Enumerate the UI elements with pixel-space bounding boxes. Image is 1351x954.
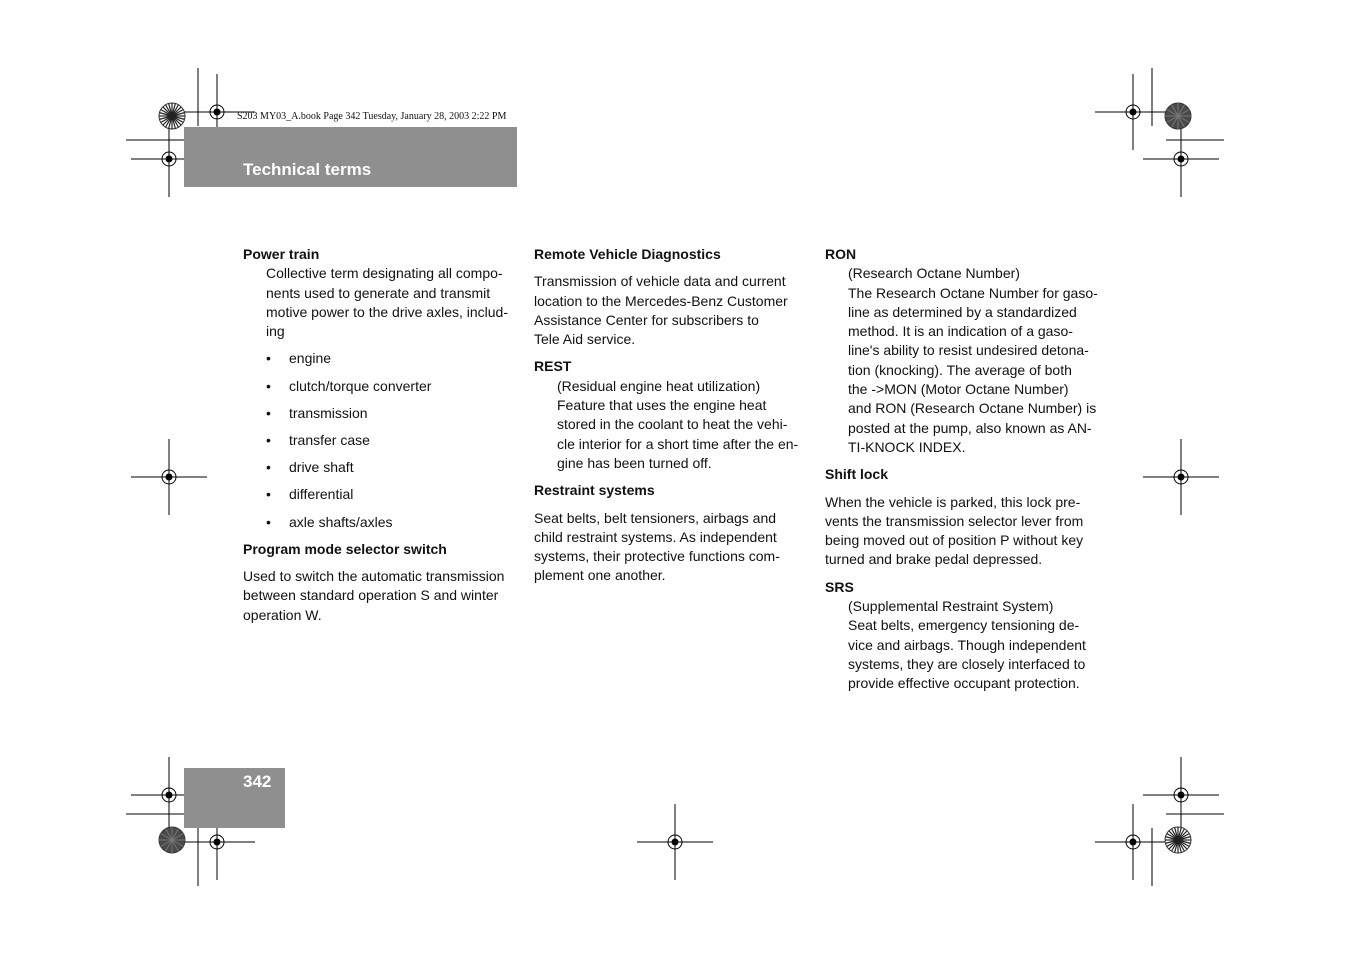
page-number: 342: [243, 772, 272, 791]
color-rosette-icon: [1165, 103, 1191, 129]
text-line: cle interior for a short time after the en-: [557, 435, 799, 452]
text-line: (Supplemental Restraint System): [848, 598, 1054, 615]
list-item: • transfer case: [266, 431, 518, 450]
text-line: operation W.: [243, 606, 322, 623]
text-line: between standard operation S and winter: [243, 587, 499, 604]
term-rest: REST: [534, 358, 572, 375]
text-line: Transmission of vehicle data and current: [534, 273, 786, 290]
text-line: nents used to generate and transmit: [266, 284, 491, 301]
color-rosette-icon: [159, 827, 185, 853]
text-line: line as determined by a standardized: [848, 303, 1077, 320]
term-program-mode-selector-switch: Program mode selector switch: [243, 540, 447, 557]
text-line: stored in the coolant to heat the vehi-: [557, 416, 788, 433]
column-1: [243, 245, 518, 625]
text-line: posted at the pump, also known as AN-: [848, 419, 1092, 436]
text-line: TI-KNOCK INDEX.: [848, 438, 966, 455]
registration-target-icon: [1143, 757, 1219, 833]
text-line: the ->MON (Motor Octane Number): [848, 381, 1069, 398]
text-line: Used to switch the automatic transmission: [243, 568, 505, 585]
text-line: being moved out of position P without key: [825, 532, 1084, 549]
text-line: gine has been turned off.: [557, 454, 712, 471]
definition-srs: [825, 597, 1100, 693]
text-line: location to the Mercedes-Benz Customer: [534, 292, 788, 309]
list-item: • clutch/torque converter: [266, 377, 518, 396]
term-restraint-systems: Restraint systems: [534, 482, 655, 499]
color-rosette-icon: [1165, 827, 1191, 853]
term-ron: RON: [825, 246, 857, 262]
power-train-components-list: [243, 349, 518, 531]
definition-shift-lock: [825, 493, 1100, 570]
column-3: [825, 245, 1100, 694]
text-line: line's ability to resist undesired detona-: [848, 342, 1089, 359]
registration-target-icon: [131, 439, 207, 515]
text-line: Tele Aid service.: [534, 331, 636, 348]
text-line: Collective term designating all compo-: [266, 265, 503, 282]
definition-program-mode: [243, 567, 518, 625]
term-power-train: Power train: [243, 246, 320, 262]
text-line: tion (knocking). The average of both: [848, 361, 1072, 378]
text-line: and RON (Research Octane Number) is: [848, 400, 1097, 417]
list-item: • axle shafts/axles: [266, 513, 518, 532]
registration-target-icon: [1143, 439, 1219, 515]
registration-target-icon: [637, 804, 713, 880]
list-item: • differential: [266, 485, 518, 504]
text-line: provide effective occupant protection.: [848, 675, 1080, 692]
list-item: • transmission: [266, 404, 518, 423]
text-line: systems, their protective functions com-: [534, 548, 780, 565]
list-item: • drive shaft: [266, 458, 518, 477]
color-rosette-icon: [159, 103, 185, 129]
text-line: systems, they are closely interfaced to: [848, 655, 1086, 672]
text-line: (Residual engine heat utilization): [557, 377, 761, 394]
term-srs: SRS: [825, 578, 854, 595]
definition-rest: [534, 377, 809, 473]
text-line: Seat belts, belt tensioners, airbags and: [534, 509, 777, 526]
text-line: child restraint systems. As independent: [534, 528, 777, 545]
definition-power-train: [243, 264, 518, 341]
text-line: The Research Octane Number for gaso-: [848, 284, 1098, 301]
print-job-line: S203 MY03_A.book Page 342 Tuesday, January 28, 2003 2:22 PM: [237, 111, 507, 122]
text-line: vents the transmission selector lever from: [825, 512, 1084, 529]
column-2: [534, 245, 809, 586]
text-line: vice and airbags. Though independent: [848, 636, 1086, 653]
list-item: • engine: [266, 349, 518, 368]
text-line: plement one another.: [534, 567, 666, 584]
registration-target-icon: [1095, 804, 1171, 880]
text-line: When the vehicle is parked, this lock pre-: [825, 493, 1081, 510]
term-remote-vehicle-diagnostics: Remote Vehicle Diagnostics: [534, 246, 721, 262]
term-shift-lock: Shift lock: [825, 466, 889, 483]
definition-remote-vehicle-diagnostics: [534, 272, 809, 349]
section-title: Technical terms: [243, 160, 372, 179]
text-line: method. It is an indication of a gaso-: [848, 323, 1073, 340]
registration-target-icon: [1095, 74, 1171, 150]
definition-ron: [825, 264, 1100, 457]
text-line: Feature that uses the engine heat: [557, 397, 767, 414]
text-line: motive power to the drive axles, includ-: [266, 303, 508, 320]
text-line: Seat belts, emergency tensioning de-: [848, 617, 1080, 634]
definition-restraint-systems: [534, 509, 809, 586]
registration-target-icon: [1143, 121, 1219, 197]
text-line: turned and brake pedal depressed.: [825, 551, 1043, 568]
text-line: (Research Octane Number): [848, 265, 1020, 282]
text-line: Assistance Center for subscribers to: [534, 311, 759, 328]
text-line: ing: [266, 323, 285, 340]
